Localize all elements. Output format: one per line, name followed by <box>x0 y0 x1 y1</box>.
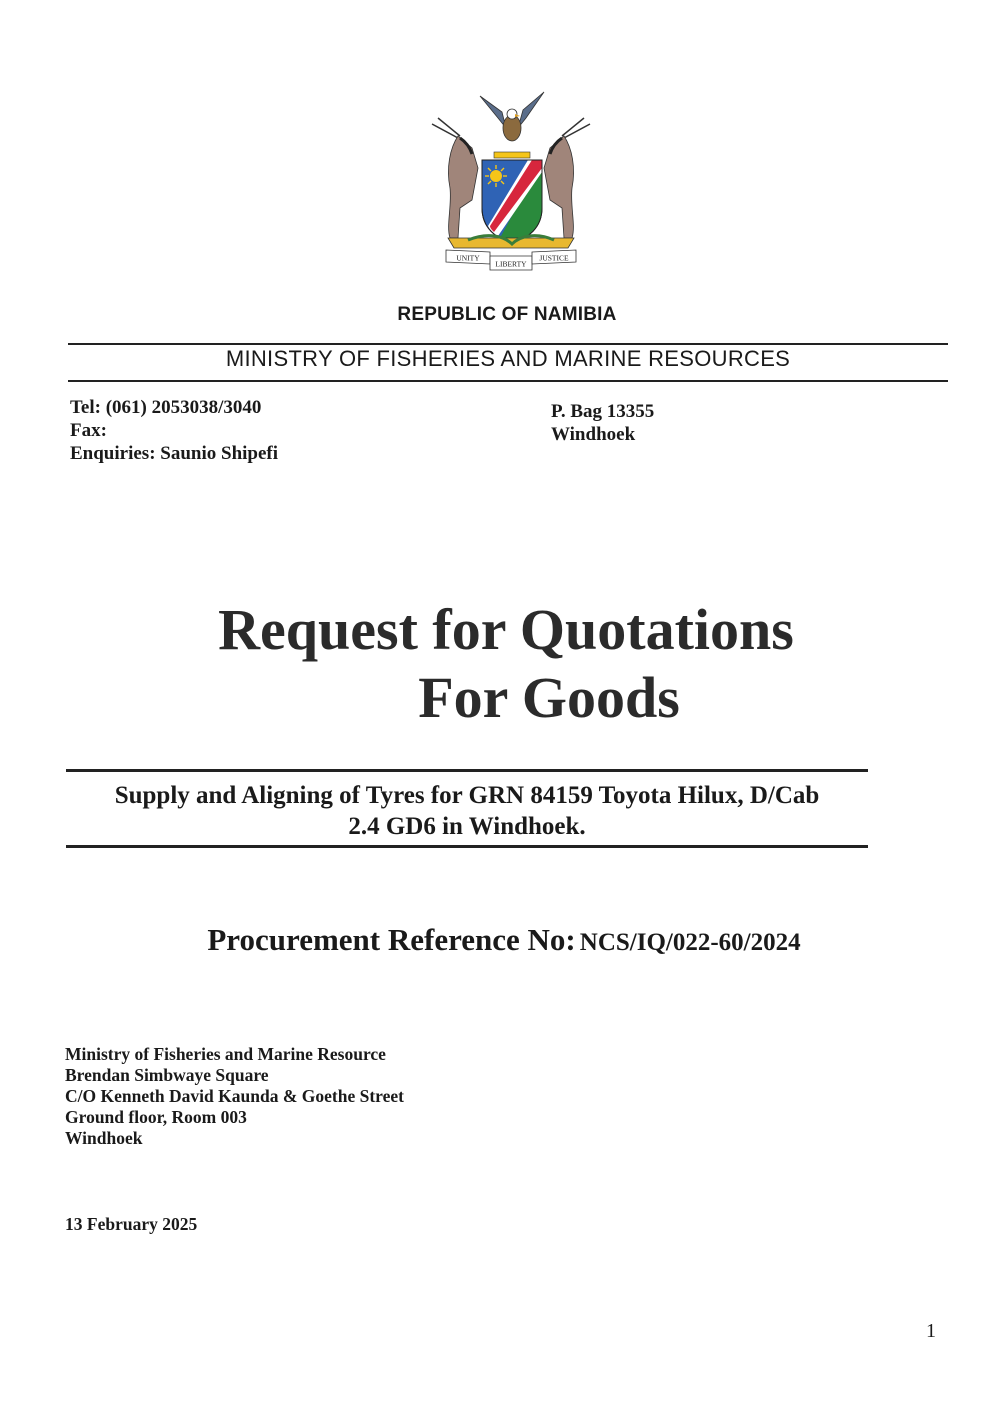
address-line: Ministry of Fisheries and Marine Resource <box>65 1044 386 1064</box>
subject-line-2: 2.4 GD6 in Windhoek. <box>348 813 586 840</box>
motto-center-text: LIBERTY <box>495 259 527 269</box>
subject-rule-top <box>66 769 868 772</box>
namibia-coat-of-arms-emblem <box>428 88 594 278</box>
document-title <box>0 596 1000 732</box>
postal-block <box>551 400 654 446</box>
address-line: Windhoek <box>65 1128 143 1148</box>
address-line: Brendan Simbwaye Square <box>65 1065 269 1085</box>
ministry-heading: MINISTRY OF FISHERIES AND MARINE RESOURCES <box>225 346 791 371</box>
oryx-left-icon <box>432 118 478 238</box>
header-rule-bottom <box>68 380 948 382</box>
shield-icon <box>482 160 542 244</box>
title-line-2: For Goods <box>418 665 680 730</box>
document-date: 13 February 2025 <box>65 1214 198 1234</box>
contact-block <box>70 396 278 465</box>
subject-block <box>66 780 868 842</box>
enquiries: Enquiries: Saunio Shipefi <box>70 443 279 464</box>
header-rule-top <box>68 343 948 345</box>
motto-left-text: UNITY <box>456 253 480 263</box>
motto-right-text: JUSTICE <box>539 253 569 263</box>
address-line: C/O Kenneth David Kaunda & Goethe Street <box>65 1086 404 1106</box>
procurement-value: NCS/IQ/022-60/2024 <box>579 929 801 956</box>
title-line-1: Request for Quotations <box>218 597 794 662</box>
page-number: 1 <box>926 1320 936 1342</box>
address-block <box>65 1044 404 1149</box>
subject-rule-bottom <box>66 845 868 848</box>
eagle-icon <box>480 92 544 141</box>
subject-line-1: Supply and Aligning of Tyres for GRN 84159 Toyota Hilux, D/Cab <box>114 782 820 809</box>
country-heading: REPUBLIC OF NAMIBIA <box>397 304 617 325</box>
oryx-right-icon <box>544 118 590 238</box>
motto-ribbon <box>446 250 576 270</box>
procurement-reference <box>0 922 1000 958</box>
postal-box: P. Bag 13355 <box>551 401 655 422</box>
telephone: Tel: (061) 2053038/3040 <box>70 397 262 418</box>
postal-city: Windhoek <box>551 424 636 445</box>
fax: Fax: <box>70 420 107 441</box>
procurement-label: Procurement Reference No: <box>207 922 576 957</box>
address-line: Ground floor, Room 003 <box>65 1107 247 1127</box>
